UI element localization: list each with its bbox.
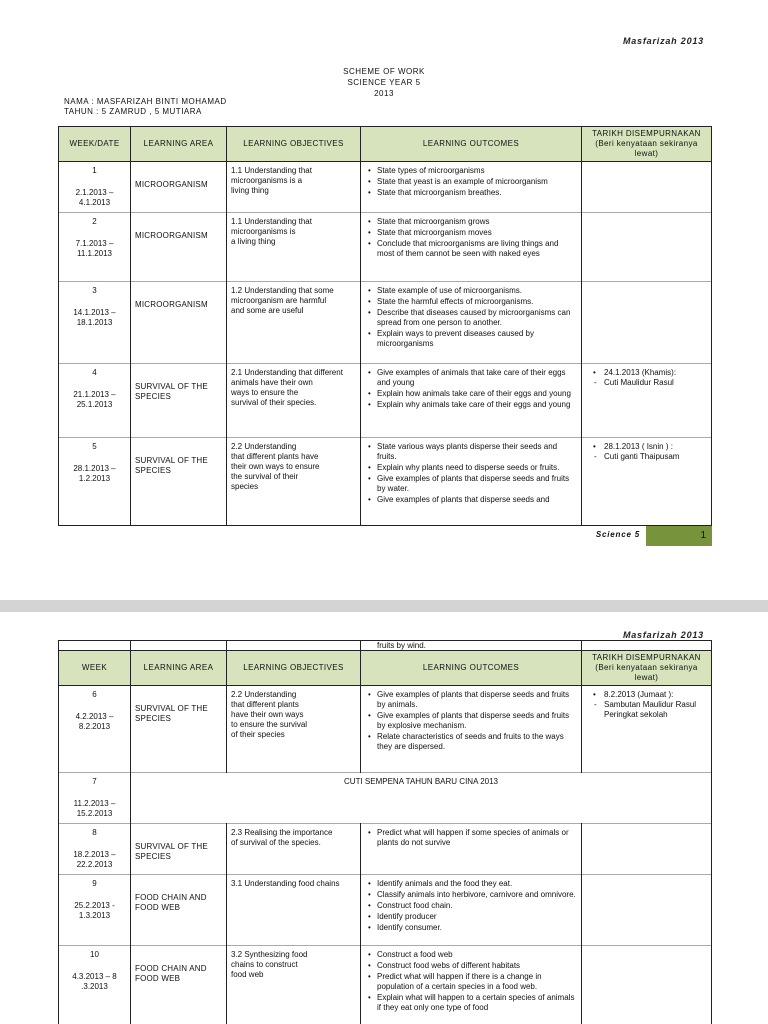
completion-notes bbox=[582, 946, 712, 1024]
week-number: 8 bbox=[92, 828, 97, 837]
week-date: 28.1.2013 – 1.2.2013 bbox=[73, 464, 116, 483]
learning-area: SURVIVAL OF THE SPECIES bbox=[131, 824, 227, 875]
completion-notes bbox=[582, 438, 712, 526]
outcome-item: • Construct a food web bbox=[365, 950, 577, 960]
completion-notes bbox=[582, 282, 712, 364]
outcome-item: • Describe that diseases caused by microorganisms can spread from one person to another. bbox=[365, 308, 577, 328]
completion-notes bbox=[582, 162, 712, 213]
outcome-list bbox=[365, 828, 577, 848]
note-detail: - Cuti Maulidur Rasul bbox=[586, 378, 707, 388]
completion-notes bbox=[582, 213, 712, 282]
learning-outcomes bbox=[361, 213, 582, 282]
outcome-list bbox=[365, 286, 577, 349]
week-date: 4.2.2013 – 8.2.2013 bbox=[75, 712, 114, 731]
document-year: 2013 bbox=[374, 89, 394, 98]
header-week: WEEK/DATE bbox=[59, 127, 131, 162]
week-date: 4.3.2013 – 8 .3.2013 bbox=[72, 972, 117, 991]
week-number: 4 bbox=[92, 368, 97, 377]
learning-area: SURVIVAL OF THE SPECIES bbox=[131, 686, 227, 773]
scheme-table bbox=[58, 126, 712, 526]
page-footer bbox=[0, 526, 768, 546]
learning-outcomes bbox=[361, 162, 582, 213]
outcome-item: • State the harmful effects of microorganisms. bbox=[365, 297, 577, 307]
outcome-item: • State that microorganism breathes. bbox=[365, 188, 577, 198]
learning-area: FOOD CHAIN AND FOOD WEB bbox=[131, 875, 227, 946]
table-row bbox=[59, 438, 712, 526]
outcome-item: • Give examples of plants that disperse seeds and bbox=[365, 495, 577, 505]
note-date: • 8.2.2013 (Jumaat ): bbox=[586, 690, 707, 700]
header-outcomes: LEARNING OUTCOMES bbox=[361, 127, 582, 162]
week-cell bbox=[59, 824, 131, 875]
outcome-item: • Relate characteristics of seeds and fruits to the ways they are dispersed. bbox=[365, 732, 577, 752]
outcome-item: • Classify animals into herbivore, carnivore and omnivore. bbox=[365, 890, 577, 900]
scheme-table bbox=[58, 640, 712, 1024]
learning-objective: 2.2 Understanding that different plants have their own ways to ensure the survival of their species bbox=[227, 686, 361, 773]
table-row bbox=[59, 875, 712, 946]
learning-area: SURVIVAL OF THE SPECIES bbox=[131, 364, 227, 438]
outcome-list bbox=[365, 879, 577, 933]
week-cell bbox=[59, 438, 131, 526]
header-area: LEARNING AREA bbox=[131, 127, 227, 162]
week-cell bbox=[59, 773, 131, 824]
outcome-list bbox=[365, 368, 577, 410]
learning-objective: 1.1 Understanding that microorganisms is a living thing bbox=[227, 162, 361, 213]
week-date: 2.1.2013 – 4.1.2013 bbox=[75, 188, 114, 207]
learning-objective: 3.2 Synthesizing food chains to construct food web bbox=[227, 946, 361, 1024]
note-date: • 28.1.2013 ( Isnin ) : bbox=[586, 442, 707, 452]
outcome-item: • Explain why plants need to disperse seeds or fruits. bbox=[365, 463, 577, 473]
week-date: 18.2.2013 – 22.2.2013 bbox=[73, 850, 116, 869]
outcome-list bbox=[365, 690, 577, 752]
learning-objective: 2.2 Understanding that different plants have their own ways to ensure the survival of their species bbox=[227, 438, 361, 526]
learning-outcomes bbox=[361, 282, 582, 364]
outcome-list bbox=[365, 950, 577, 1013]
completion-notes bbox=[582, 875, 712, 946]
page-author: Masfarizah 2013 bbox=[622, 630, 704, 640]
outcome-item: • State types of microorganisms bbox=[365, 166, 577, 176]
outcome-item: • Construct food chain. bbox=[365, 901, 577, 911]
class-info: TAHUN : 5 ZAMRUD , 5 MUTIARA bbox=[64, 107, 202, 116]
learning-objective: 1.1 Understanding that microorganisms is a living thing bbox=[227, 213, 361, 282]
learning-area: SURVIVAL OF THE SPECIES bbox=[131, 438, 227, 526]
outcome-item: • Identify producer bbox=[365, 912, 577, 922]
outcome-item: • Give examples of plants that disperse seeds and fruits by water. bbox=[365, 474, 577, 494]
outcome-item: • State that yeast is an example of microorganism bbox=[365, 177, 577, 187]
outcome-item: • State various ways plants disperse their seeds and fruits. bbox=[365, 442, 577, 462]
outcome-list bbox=[365, 166, 577, 198]
outcome-item: • Explain why animals take care of their eggs and young bbox=[365, 400, 577, 410]
learning-outcomes bbox=[361, 824, 582, 875]
outcome-item: • State that microorganism moves bbox=[365, 228, 577, 238]
week-number: 5 bbox=[92, 442, 97, 451]
carry-over-text: fruits by wind. bbox=[361, 641, 582, 651]
week-cell bbox=[59, 946, 131, 1024]
outcome-item: • Explain ways to prevent diseases caused by microorganisms bbox=[365, 329, 577, 349]
outcome-item: • Identify animals and the food they eat. bbox=[365, 879, 577, 889]
table-row bbox=[59, 773, 712, 824]
table-row bbox=[59, 824, 712, 875]
week-date: 25.2.2013 - 1.3.2013 bbox=[74, 901, 115, 920]
footer-subject: Science 5 bbox=[595, 530, 640, 539]
outcome-item: • Identify consumer. bbox=[365, 923, 577, 933]
week-cell bbox=[59, 364, 131, 438]
header-outcomes: LEARNING OUTCOMES bbox=[361, 651, 582, 686]
outcome-item: • Explain what will happen to a certain species of animals if they eat only one type of food bbox=[365, 993, 577, 1013]
week-date: 11.2.2013 – 15.2.2013 bbox=[73, 799, 116, 818]
learning-outcomes bbox=[361, 438, 582, 526]
table-row bbox=[59, 162, 712, 213]
week-number: 1 bbox=[92, 166, 97, 175]
week-number: 2 bbox=[92, 217, 97, 226]
table-row bbox=[59, 364, 712, 438]
learning-objective: 2.1 Understanding that different animals have their own ways to ensure the survival of their species. bbox=[227, 364, 361, 438]
week-cell bbox=[59, 282, 131, 364]
week-number: 6 bbox=[92, 690, 97, 699]
outcome-item: • Construct food webs of different habitats bbox=[365, 961, 577, 971]
teacher-name: NAMA : MASFARIZAH BINTI MOHAMAD bbox=[64, 97, 227, 106]
holiday-cell: CUTI SEMPENA TAHUN BARU CINA 2013 bbox=[131, 773, 712, 824]
learning-objective: 1.2 Understanding that some microorganism are harmful and some are useful bbox=[227, 282, 361, 364]
note-detail: - Sambutan Maulidur Rasul Peringkat sekolah bbox=[586, 700, 707, 720]
learning-area: MICROORGANISM bbox=[131, 162, 227, 213]
table-row bbox=[59, 282, 712, 364]
outcome-list bbox=[365, 442, 577, 505]
header-notes: TARIKH DISEMPURNAKAN (Beri kenyataan sekiranya lewat) bbox=[582, 127, 712, 162]
learning-outcomes bbox=[361, 946, 582, 1024]
week-number: 10 bbox=[90, 950, 99, 959]
table-row bbox=[59, 946, 712, 1024]
header-notes: TARIKH DISEMPURNAKAN (Beri kenyataan sekiranya lewat) bbox=[582, 651, 712, 686]
week-cell bbox=[59, 162, 131, 213]
title-block bbox=[0, 66, 768, 99]
learning-area: FOOD CHAIN AND FOOD WEB bbox=[131, 946, 227, 1024]
page-number: 1 bbox=[646, 526, 712, 546]
week-number: 3 bbox=[92, 286, 97, 295]
week-number: 9 bbox=[92, 879, 97, 888]
learning-outcomes bbox=[361, 364, 582, 438]
outcome-item: • State example of use of microorganisms. bbox=[365, 286, 577, 296]
table-row bbox=[59, 686, 712, 773]
outcome-item: • Give examples of animals that take care of their eggs and young bbox=[365, 368, 577, 388]
learning-objective: 3.1 Understanding food chains bbox=[227, 875, 361, 946]
outcome-list bbox=[365, 217, 577, 259]
note-date: • 24.1.2013 (Khamis): bbox=[586, 368, 707, 378]
note-detail: - Cuti ganti Thaipusam bbox=[586, 452, 707, 462]
learning-area: MICROORGANISM bbox=[131, 282, 227, 364]
outcome-item: • Explain how animals take care of their eggs and young bbox=[365, 389, 577, 399]
completion-notes bbox=[582, 364, 712, 438]
outcome-item: • Give examples of plants that disperse seeds and fruits by explosive mechanism. bbox=[365, 711, 577, 731]
document-page-2 bbox=[0, 612, 768, 1024]
outcome-item: • Give examples of plants that disperse seeds and fruits by animals. bbox=[365, 690, 577, 710]
week-date: 21.1.2013 – 25.1.2013 bbox=[73, 390, 116, 409]
learning-outcomes bbox=[361, 686, 582, 773]
header-area: LEARNING AREA bbox=[131, 651, 227, 686]
header-objectives: LEARNING OBJECTIVES bbox=[227, 127, 361, 162]
learning-outcomes bbox=[361, 875, 582, 946]
week-number: 7 bbox=[92, 777, 97, 786]
outcome-item: • Conclude that microorganisms are living things and most of them cannot be seen with naked eyes bbox=[365, 239, 577, 259]
week-cell bbox=[59, 686, 131, 773]
learning-objective: 2.3 Realising the importance of survival of the species. bbox=[227, 824, 361, 875]
completion-notes bbox=[582, 824, 712, 875]
table-row bbox=[59, 213, 712, 282]
header-week: WEEK bbox=[59, 651, 131, 686]
completion-notes bbox=[582, 686, 712, 773]
page-author: Masfarizah 2013 bbox=[622, 36, 704, 46]
learning-area: MICROORGANISM bbox=[131, 213, 227, 282]
week-date: 14.1.2013 – 18.1.2013 bbox=[73, 308, 116, 327]
outcome-item: • State that microorganism grows bbox=[365, 217, 577, 227]
week-cell bbox=[59, 875, 131, 946]
week-date: 7.1.2013 – 11.1.2013 bbox=[75, 239, 114, 258]
header-objectives: LEARNING OBJECTIVES bbox=[227, 651, 361, 686]
document-title: SCHEME OF WORK bbox=[343, 67, 425, 76]
week-cell bbox=[59, 213, 131, 282]
outcome-item: • Predict what will happen if there is a change in population of a certain species in a food web. bbox=[365, 972, 577, 992]
document-subtitle: SCIENCE YEAR 5 bbox=[347, 78, 421, 87]
outcome-item: • Predict what will happen if some species of animals or plants do not survive bbox=[365, 828, 577, 848]
